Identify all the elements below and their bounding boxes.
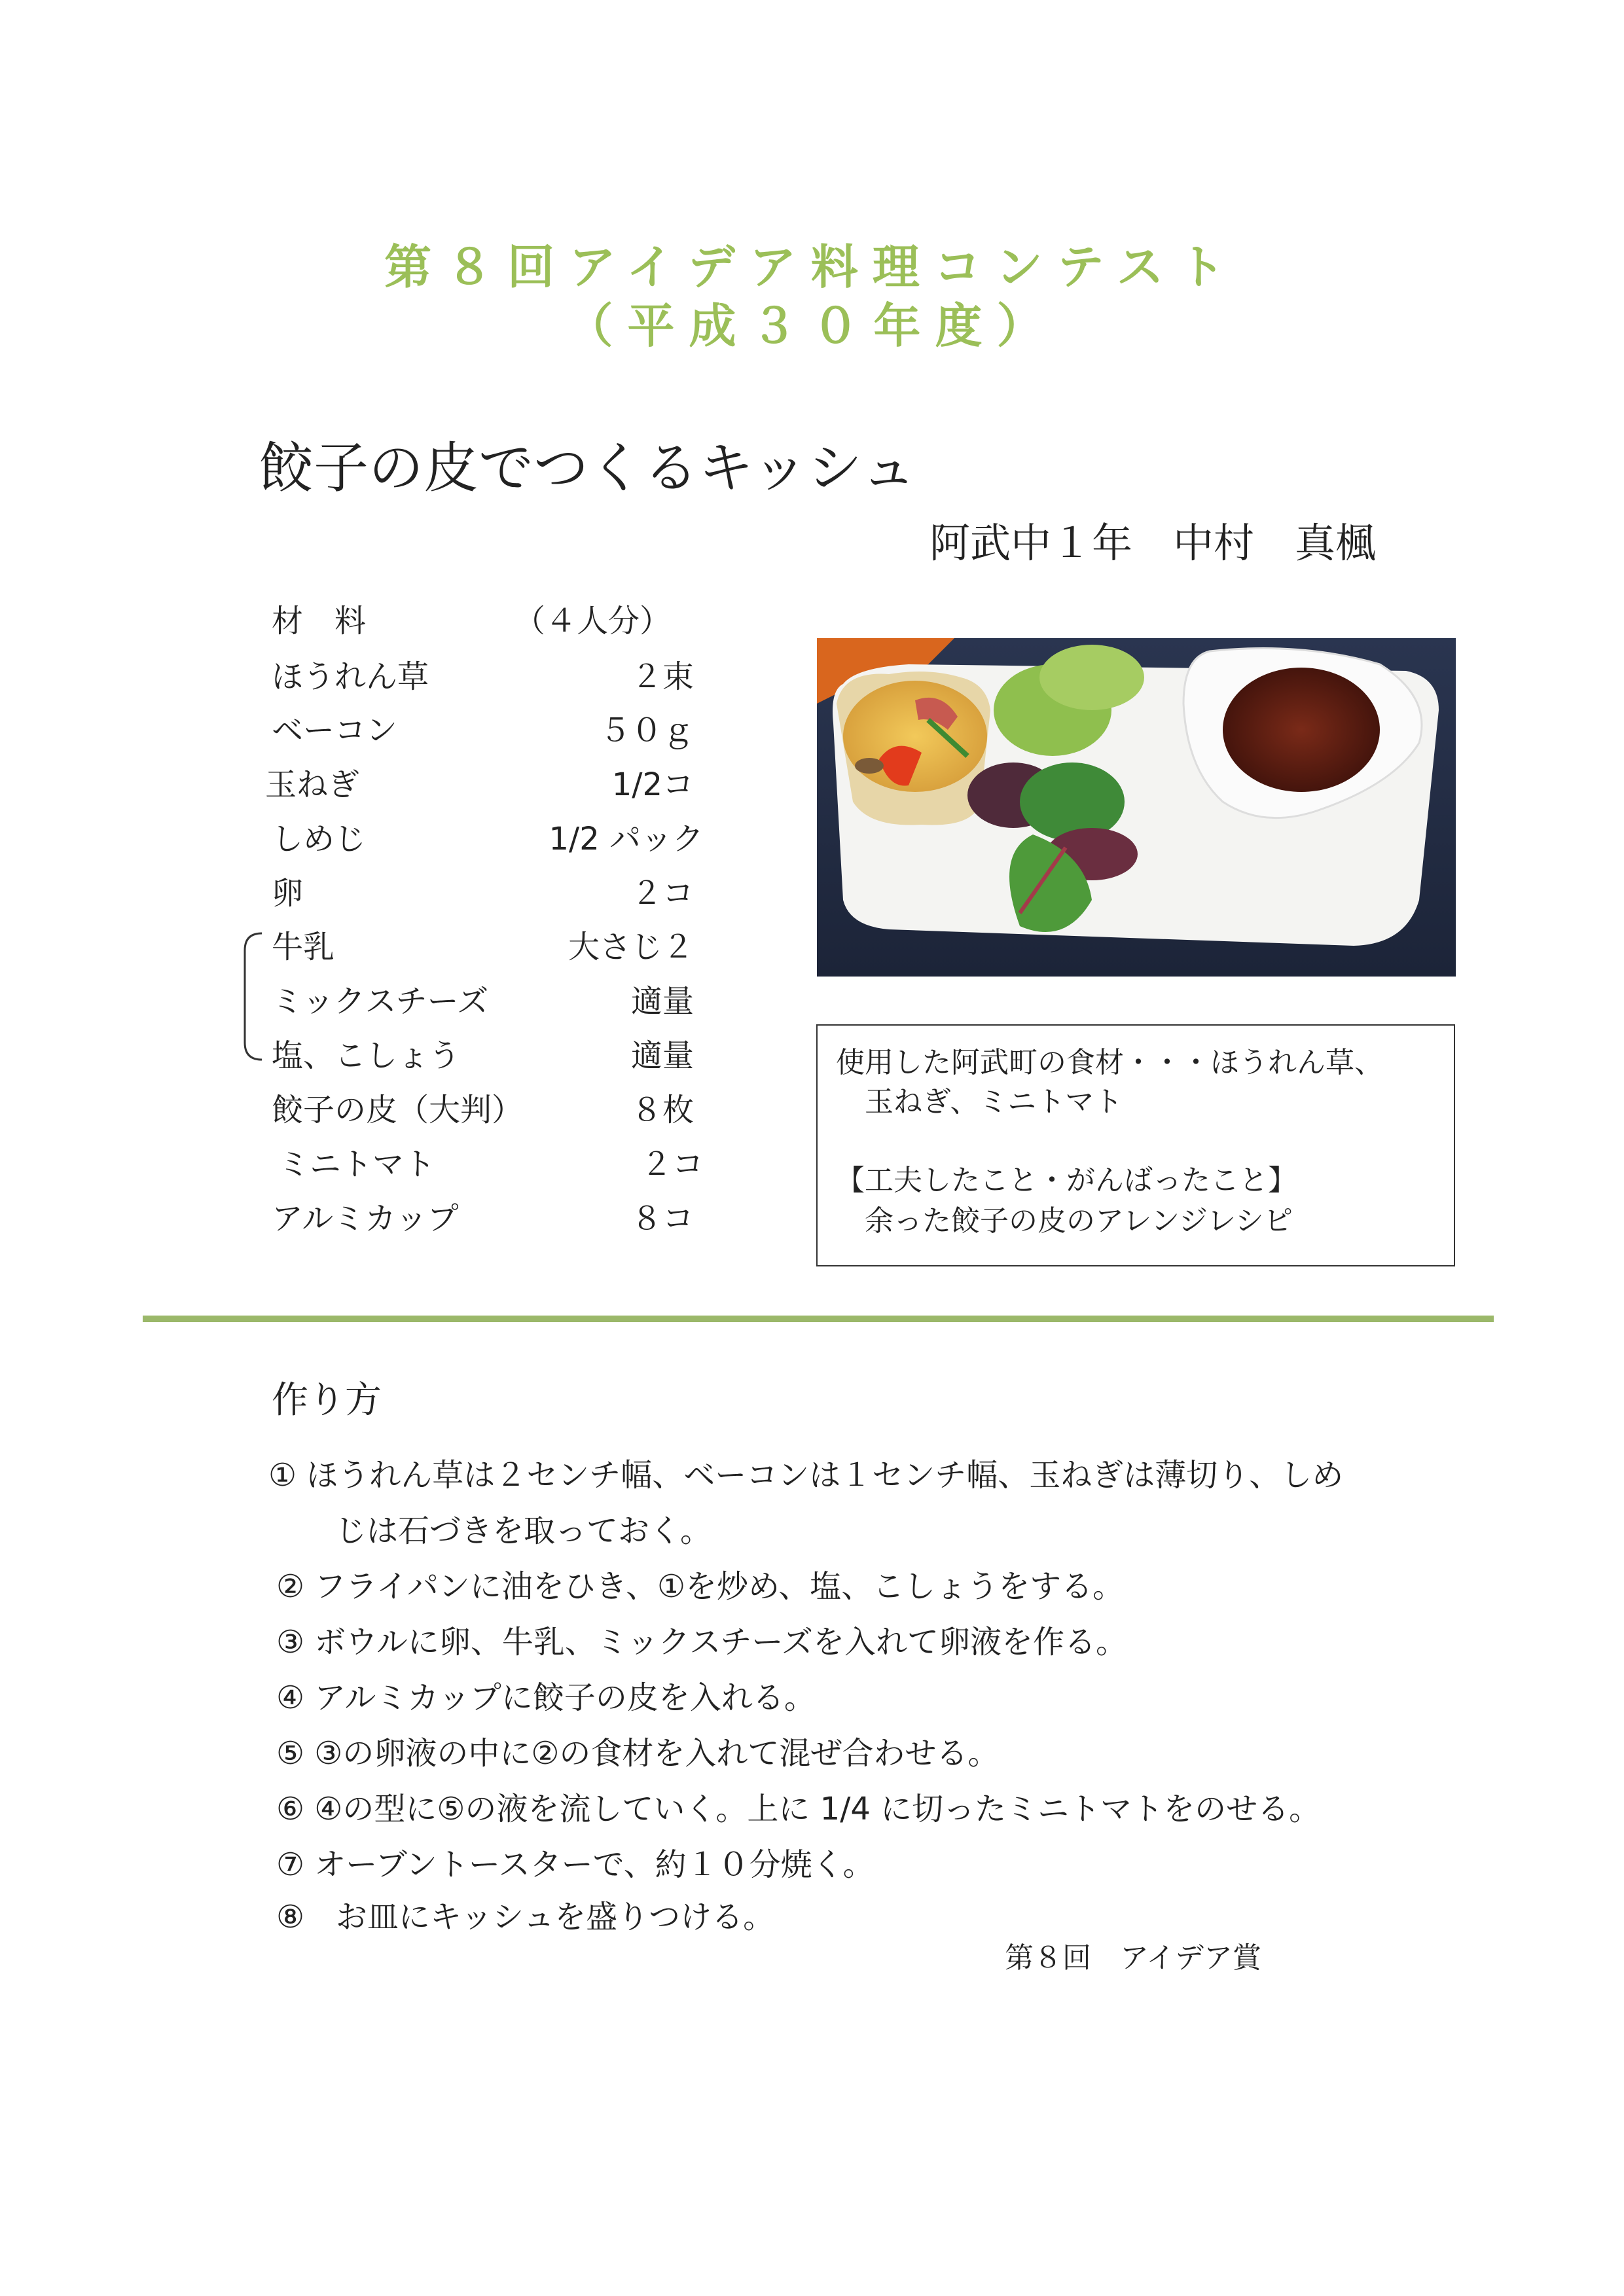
method-heading: 作り方 bbox=[272, 1379, 382, 1422]
method-step: じは石づきを取っておく。 bbox=[335, 1513, 712, 1549]
contest-year: （平成３０年度） bbox=[566, 298, 1058, 353]
effort-heading: 【工夫したこと・がんばったこと】 bbox=[836, 1164, 1297, 1197]
ingredient-amount: 1/2コ bbox=[611, 766, 694, 803]
ingredient-amount: 大さじ２ bbox=[568, 929, 694, 965]
award-label: 第８回 アイデア賞 bbox=[1005, 1941, 1262, 1975]
effort-text: 余った餃子の皮のアレンジレシピ bbox=[865, 1204, 1293, 1238]
method-step: ② フライパンに油をひき、①を炒め、塩、こしょうをする。 bbox=[276, 1568, 1125, 1605]
ingredient-name: ミニトマト bbox=[278, 1146, 436, 1183]
ingredient-amount: ２コ bbox=[640, 1146, 704, 1183]
method-step: ⑧ お皿にキッシュを盛りつける。 bbox=[276, 1899, 775, 1935]
ingredient-amount: ８枚 bbox=[630, 1092, 694, 1128]
notes-box bbox=[816, 1024, 1455, 1266]
contest-title: 第８回アイデア料理コンテスト bbox=[384, 240, 1240, 295]
ingredient-amount: 適量 bbox=[630, 1037, 694, 1074]
ingredient-name: ほうれん草 bbox=[272, 658, 429, 695]
ingredient-name: しめじ bbox=[272, 821, 367, 857]
ingredients-heading: 材 料 bbox=[272, 603, 367, 639]
method-step: ④ アルミカップに餃子の皮を入れる。 bbox=[276, 1679, 816, 1716]
ingredient-amount: ５０ｇ bbox=[599, 712, 694, 749]
ingredient-amount: 1/2 パック bbox=[549, 821, 704, 857]
ingredient-name: 卵 bbox=[272, 875, 304, 912]
quiche-dish-photo bbox=[817, 638, 1456, 977]
section-divider bbox=[143, 1316, 1494, 1322]
ingredient-name: 玉ねぎ bbox=[265, 766, 360, 803]
method-step: ① ほうれん草は２センチ幅、ベーコンは１センチ幅、玉ねぎは薄切り、しめ bbox=[268, 1457, 1344, 1494]
ingredient-amount: ８コ bbox=[630, 1200, 694, 1237]
grouping-bracket bbox=[236, 929, 268, 1064]
local-ingredients-line1: 使用した阿武町の食材・・・ほうれん草、 bbox=[836, 1046, 1383, 1079]
ingredient-name: 塩、こしょう bbox=[272, 1037, 461, 1074]
recipe-author: 阿武中１年 中村 真楓 bbox=[929, 519, 1377, 567]
method-step: ⑦ オーブントースターで、約１０分焼く。 bbox=[276, 1846, 875, 1883]
method-step: ⑥ ④の型に⑤の液を流していく。上に 1/4 に切ったミニトマトをのせる。 bbox=[276, 1791, 1321, 1827]
ingredients-servings: （４人分） bbox=[514, 603, 672, 639]
ingredient-name: 牛乳 bbox=[272, 929, 335, 965]
recipe-title: 餃子の皮でつくるキッシュ bbox=[259, 436, 916, 500]
ingredient-name: アルミカップ bbox=[272, 1200, 459, 1237]
ingredient-amount: ２束 bbox=[630, 658, 694, 695]
ingredient-name: 餃子の皮（大判） bbox=[272, 1092, 524, 1128]
ingredient-amount: ２コ bbox=[630, 875, 694, 912]
ingredient-name: ミックスチーズ bbox=[272, 983, 489, 1020]
method-step: ③ ボウルに卵、牛乳、ミックスチーズを入れて卵液を作る。 bbox=[276, 1624, 1128, 1660]
ingredient-name: ベーコン bbox=[272, 712, 398, 749]
local-ingredients-line2: 玉ねぎ、ミニトマト bbox=[865, 1085, 1123, 1119]
method-step: ⑤ ③の卵液の中に②の食材を入れて混ぜ合わせる。 bbox=[276, 1735, 1000, 1772]
ingredient-amount: 適量 bbox=[630, 983, 694, 1020]
